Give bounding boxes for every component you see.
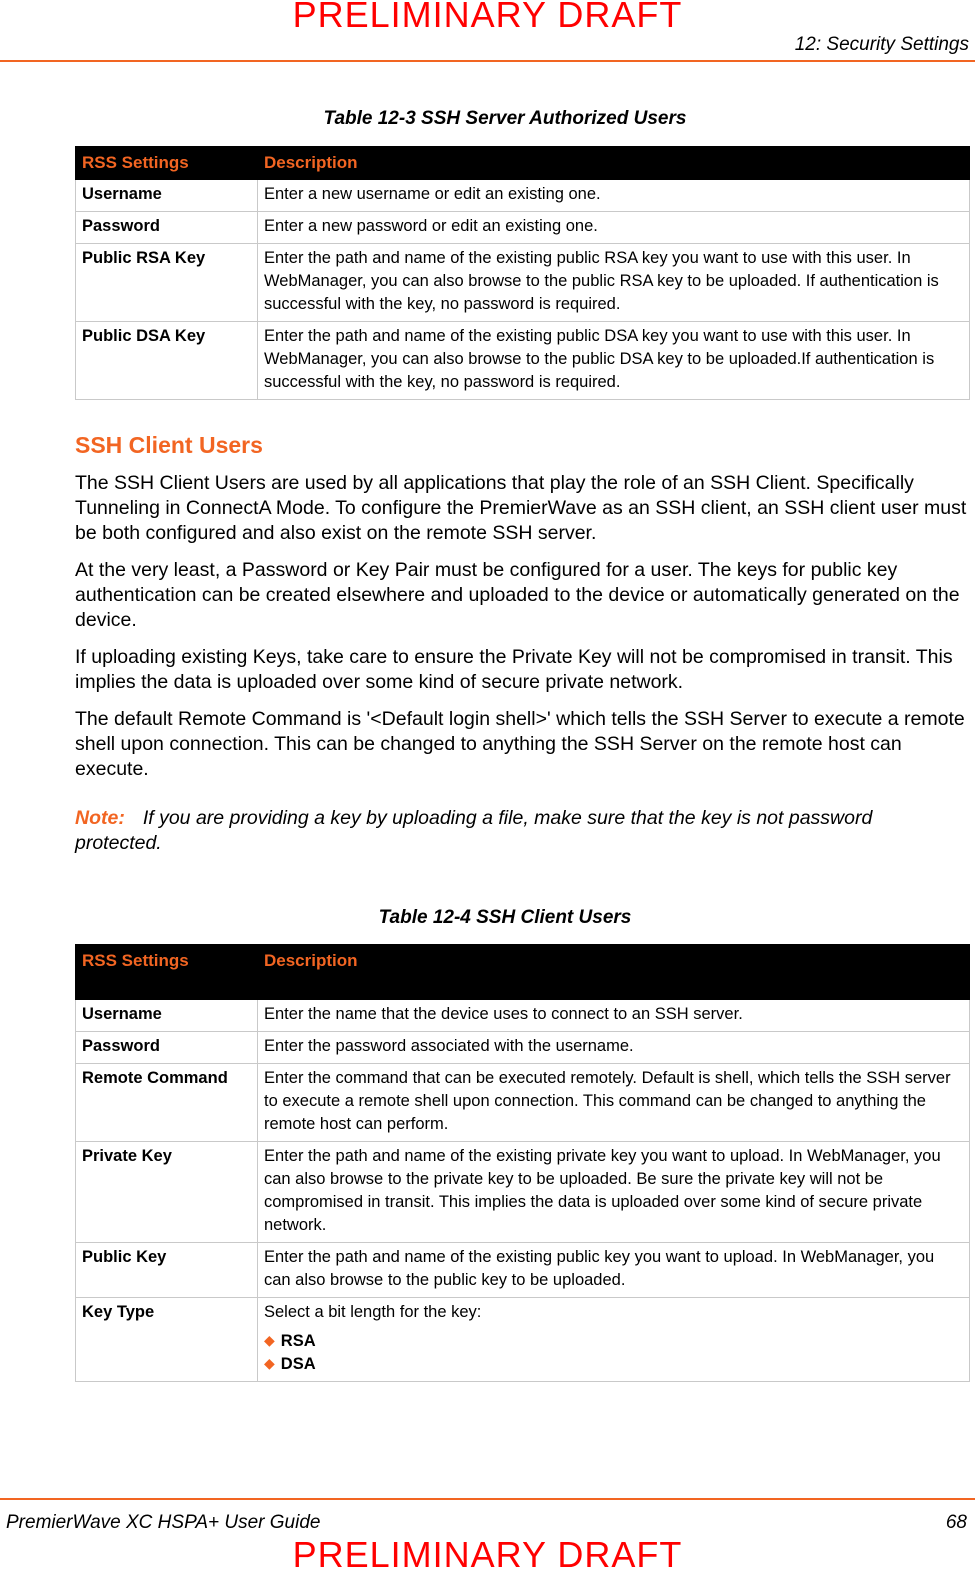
setting-description: Enter the path and name of the existing public DSA key you want to use with this user. In WebManager, you can also browse to the public DSA key to be uploaded.If authentication is successful with the key, no password is required.: [258, 322, 970, 400]
setting-description: Enter the path and name of the existing public key you want to upload. In WebManager, you can also browse to the public key to be uploaded.: [258, 1243, 970, 1298]
setting-name: Username: [76, 180, 258, 212]
table-row: [76, 1000, 970, 1032]
note-text: If you are providing a key by uploading a file, make sure that the key is not password protected.: [75, 807, 873, 854]
paragraph: If uploading existing Keys, take care to ensure the Private Key will not be compromised in transit. This implies the data is uploaded over some kind of secure private network.: [75, 646, 953, 693]
note-label: Note:: [75, 807, 125, 829]
header-rule: [0, 60, 975, 62]
table2-caption: Table 12-4 SSH Client Users: [378, 907, 632, 928]
table1-caption: Table 12-3 SSH Server Authorized Users: [323, 108, 687, 129]
setting-description: Enter a new password or edit an existing one.: [258, 212, 970, 244]
watermark-bottom: PRELIMINARY DRAFT: [292, 1534, 683, 1575]
table-row: [76, 1298, 970, 1382]
table-row: [76, 1142, 970, 1243]
paragraph: At the very least, a Password or Key Pair must be configured for a user. The keys for public key authentication can be created elsewhere and uploaded to the device or automatically generated on the device.: [75, 559, 960, 631]
table-row: [76, 244, 970, 322]
diamond-bullet-icon: ◆: [264, 1332, 275, 1348]
page-number: 68: [945, 1512, 967, 1533]
setting-description-cell: [258, 1298, 970, 1382]
setting-description: Enter the name that the device uses to connect to an SSH server.: [258, 1000, 970, 1032]
section-heading: SSH Client Users: [75, 432, 263, 458]
table-row: [76, 212, 970, 244]
setting-description: Select a bit length for the key:: [264, 1303, 482, 1321]
setting-description: Enter the path and name of the existing private key you want to upload. In WebManager, you can also browse to the private key to be uploaded. Be sure the private key will not be compromised in transit. This implies the data is uploaded over some kind of secure private network.: [258, 1142, 970, 1243]
setting-description: Enter a new username or edit an existing one.: [258, 180, 970, 212]
table-row: [76, 322, 970, 400]
setting-name: Password: [76, 212, 258, 244]
header-title: 12: Security Settings: [794, 34, 969, 55]
table-row: [76, 1064, 970, 1142]
setting-name: Public Key: [76, 1243, 258, 1298]
setting-name: Key Type: [76, 1298, 258, 1382]
table-row: [76, 180, 970, 212]
watermark-top: PRELIMINARY DRAFT: [292, 0, 683, 35]
option-label: DSA: [280, 1355, 316, 1373]
setting-description: Enter the path and name of the existing public RSA key you want to use with this user. In WebManager, you can also browse to the public RSA key to be uploaded. If authentication is successful with the key, no password is required.: [258, 244, 970, 322]
setting-name: Private Key: [76, 1142, 258, 1243]
table-header-row: [76, 945, 970, 1000]
footer-guide-title: PremierWave XC HSPA+ User Guide: [6, 1512, 321, 1533]
list-item: [264, 1330, 963, 1353]
paragraph: The SSH Client Users are used by all applications that play the role of an SSH Client. Specifically Tunneling in ConnectA Mode. To configure the PremierWave as an SSH client, an SSH client user must be both configured and also exist on the remote SSH server.: [75, 472, 967, 544]
list-item: [264, 1353, 963, 1376]
setting-name: Public DSA Key: [76, 322, 258, 400]
ssh-server-authorized-users-table: [75, 146, 970, 400]
setting-name: Password: [76, 1032, 258, 1064]
setting-name: Username: [76, 1000, 258, 1032]
ssh-client-users-table: [75, 944, 970, 1382]
table-header-row: [76, 147, 970, 180]
setting-name: Remote Command: [76, 1064, 258, 1142]
setting-name: Public RSA Key: [76, 244, 258, 322]
note: [75, 806, 875, 856]
column-header-settings: RSS Settings: [76, 945, 258, 1000]
footer-rule: [0, 1498, 975, 1500]
diamond-bullet-icon: ◆: [264, 1355, 275, 1371]
option-label: RSA: [280, 1332, 316, 1350]
table-row: [76, 1243, 970, 1298]
table-row: [76, 1032, 970, 1064]
setting-description: Enter the password associated with the username.: [258, 1032, 970, 1064]
setting-description: Enter the command that can be executed remotely. Default is shell, which tells the SSH server to execute a remote shell upon connection. This command can be changed to anything the remote host can perform.: [258, 1064, 970, 1142]
column-header-description: Description: [258, 147, 970, 180]
column-header-settings: RSS Settings: [76, 147, 258, 180]
key-type-options: [264, 1330, 963, 1376]
paragraph: The default Remote Command is '<Default login shell>' which tells the SSH Server to execute a remote shell upon connection. This can be changed to anything the SSH Server on the remote host can execute.: [75, 708, 965, 780]
column-header-description: Description: [258, 945, 970, 1000]
